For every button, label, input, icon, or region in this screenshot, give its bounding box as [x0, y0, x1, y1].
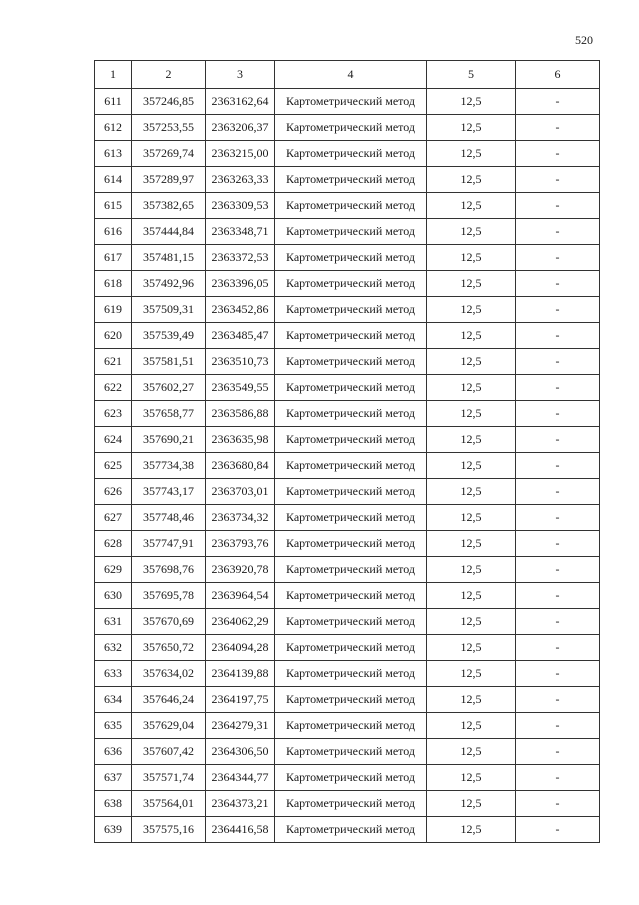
y-coordinate-cell: 2364344,77 — [206, 765, 275, 791]
x-coordinate-cell: 357695,78 — [132, 583, 206, 609]
point-number-cell: 637 — [95, 765, 132, 791]
y-coordinate-cell: 2363703,01 — [206, 479, 275, 505]
method-cell: Картометрический метод — [275, 323, 427, 349]
point-number-cell: 636 — [95, 739, 132, 765]
y-coordinate-cell: 2364197,75 — [206, 687, 275, 713]
accuracy-cell: 12,5 — [427, 141, 516, 167]
x-coordinate-cell: 357564,01 — [132, 791, 206, 817]
header-row — [95, 61, 600, 89]
accuracy-cell: 12,5 — [427, 271, 516, 297]
method-cell: Картометрический метод — [275, 401, 427, 427]
accuracy-cell: 12,5 — [427, 323, 516, 349]
page-number: 520 — [575, 33, 593, 47]
point-number-cell: 621 — [95, 349, 132, 375]
note-cell: - — [516, 765, 600, 791]
method-cell: Картометрический метод — [275, 349, 427, 375]
x-coordinate-cell: 357289,97 — [132, 167, 206, 193]
table-row — [95, 401, 600, 427]
x-coordinate-cell: 357690,21 — [132, 427, 206, 453]
point-number-cell: 619 — [95, 297, 132, 323]
point-number-cell: 611 — [95, 89, 132, 115]
header-cell-4: 4 — [275, 61, 427, 89]
point-number-cell: 632 — [95, 635, 132, 661]
method-cell: Картометрический метод — [275, 505, 427, 531]
note-cell: - — [516, 583, 600, 609]
point-number-cell: 630 — [95, 583, 132, 609]
note-cell: - — [516, 141, 600, 167]
note-cell: - — [516, 661, 600, 687]
x-coordinate-cell: 357646,24 — [132, 687, 206, 713]
method-cell: Картометрический метод — [275, 141, 427, 167]
accuracy-cell: 12,5 — [427, 765, 516, 791]
note-cell: - — [516, 453, 600, 479]
point-number-cell: 628 — [95, 531, 132, 557]
x-coordinate-cell: 357444,84 — [132, 219, 206, 245]
table-header — [95, 61, 600, 89]
table-row — [95, 167, 600, 193]
accuracy-cell: 12,5 — [427, 661, 516, 687]
point-number-cell: 625 — [95, 453, 132, 479]
point-number-cell: 639 — [95, 817, 132, 843]
point-number-cell: 622 — [95, 375, 132, 401]
table-body — [95, 89, 600, 843]
accuracy-cell: 12,5 — [427, 219, 516, 245]
x-coordinate-cell: 357581,51 — [132, 349, 206, 375]
note-cell: - — [516, 531, 600, 557]
note-cell: - — [516, 401, 600, 427]
accuracy-cell: 12,5 — [427, 609, 516, 635]
point-number-cell: 623 — [95, 401, 132, 427]
accuracy-cell: 12,5 — [427, 401, 516, 427]
y-coordinate-cell: 2363396,05 — [206, 271, 275, 297]
note-cell: - — [516, 219, 600, 245]
method-cell: Картометрический метод — [275, 635, 427, 661]
x-coordinate-cell: 357571,74 — [132, 765, 206, 791]
accuracy-cell: 12,5 — [427, 297, 516, 323]
accuracy-cell: 12,5 — [427, 713, 516, 739]
header-cell-1: 1 — [95, 61, 132, 89]
note-cell: - — [516, 817, 600, 843]
note-cell: - — [516, 687, 600, 713]
method-cell: Картометрический метод — [275, 661, 427, 687]
method-cell: Картометрический метод — [275, 687, 427, 713]
y-coordinate-cell: 2363263,33 — [206, 167, 275, 193]
method-cell: Картометрический метод — [275, 531, 427, 557]
y-coordinate-cell: 2363162,64 — [206, 89, 275, 115]
table-row — [95, 531, 600, 557]
point-number-cell: 613 — [95, 141, 132, 167]
x-coordinate-cell: 357602,27 — [132, 375, 206, 401]
table-row — [95, 661, 600, 687]
note-cell: - — [516, 323, 600, 349]
x-coordinate-cell: 357629,04 — [132, 713, 206, 739]
y-coordinate-cell: 2364279,31 — [206, 713, 275, 739]
x-coordinate-cell: 357650,72 — [132, 635, 206, 661]
x-coordinate-cell: 357607,42 — [132, 739, 206, 765]
table-row — [95, 323, 600, 349]
accuracy-cell: 12,5 — [427, 453, 516, 479]
y-coordinate-cell: 2364062,29 — [206, 609, 275, 635]
table-row — [95, 635, 600, 661]
table-row — [95, 817, 600, 843]
method-cell: Картометрический метод — [275, 297, 427, 323]
table-row — [95, 583, 600, 609]
header-cell-2: 2 — [132, 61, 206, 89]
method-cell: Картометрический метод — [275, 427, 427, 453]
method-cell: Картометрический метод — [275, 713, 427, 739]
point-number-cell: 618 — [95, 271, 132, 297]
point-number-cell: 616 — [95, 219, 132, 245]
point-number-cell: 617 — [95, 245, 132, 271]
accuracy-cell: 12,5 — [427, 505, 516, 531]
accuracy-cell: 12,5 — [427, 557, 516, 583]
x-coordinate-cell: 357747,91 — [132, 531, 206, 557]
method-cell: Картометрический метод — [275, 89, 427, 115]
table-row — [95, 427, 600, 453]
y-coordinate-cell: 2363215,00 — [206, 141, 275, 167]
coordinates-table — [94, 60, 600, 843]
y-coordinate-cell: 2363309,53 — [206, 193, 275, 219]
accuracy-cell: 12,5 — [427, 375, 516, 401]
y-coordinate-cell: 2364139,88 — [206, 661, 275, 687]
x-coordinate-cell: 357575,16 — [132, 817, 206, 843]
y-coordinate-cell: 2363372,53 — [206, 245, 275, 271]
accuracy-cell: 12,5 — [427, 739, 516, 765]
note-cell: - — [516, 349, 600, 375]
accuracy-cell: 12,5 — [427, 427, 516, 453]
table-row — [95, 739, 600, 765]
x-coordinate-cell: 357634,02 — [132, 661, 206, 687]
accuracy-cell: 12,5 — [427, 167, 516, 193]
table-row — [95, 375, 600, 401]
table-row — [95, 349, 600, 375]
point-number-cell: 612 — [95, 115, 132, 141]
table-row — [95, 713, 600, 739]
accuracy-cell: 12,5 — [427, 89, 516, 115]
method-cell: Картометрический метод — [275, 479, 427, 505]
note-cell: - — [516, 193, 600, 219]
point-number-cell: 615 — [95, 193, 132, 219]
y-coordinate-cell: 2363549,55 — [206, 375, 275, 401]
method-cell: Картометрический метод — [275, 791, 427, 817]
accuracy-cell: 12,5 — [427, 479, 516, 505]
accuracy-cell: 12,5 — [427, 817, 516, 843]
x-coordinate-cell: 357734,38 — [132, 453, 206, 479]
note-cell: - — [516, 427, 600, 453]
point-number-cell: 614 — [95, 167, 132, 193]
x-coordinate-cell: 357698,76 — [132, 557, 206, 583]
table-row — [95, 505, 600, 531]
method-cell: Картометрический метод — [275, 765, 427, 791]
x-coordinate-cell: 357743,17 — [132, 479, 206, 505]
note-cell: - — [516, 557, 600, 583]
accuracy-cell: 12,5 — [427, 635, 516, 661]
note-cell: - — [516, 297, 600, 323]
x-coordinate-cell: 357658,77 — [132, 401, 206, 427]
table-row — [95, 791, 600, 817]
table-row — [95, 479, 600, 505]
y-coordinate-cell: 2363586,88 — [206, 401, 275, 427]
x-coordinate-cell: 357246,85 — [132, 89, 206, 115]
accuracy-cell: 12,5 — [427, 245, 516, 271]
method-cell: Картометрический метод — [275, 167, 427, 193]
method-cell: Картометрический метод — [275, 609, 427, 635]
accuracy-cell: 12,5 — [427, 193, 516, 219]
method-cell: Картометрический метод — [275, 817, 427, 843]
note-cell: - — [516, 713, 600, 739]
method-cell: Картометрический метод — [275, 271, 427, 297]
table-row — [95, 219, 600, 245]
x-coordinate-cell: 357748,46 — [132, 505, 206, 531]
table-row — [95, 271, 600, 297]
table-row — [95, 141, 600, 167]
point-number-cell: 627 — [95, 505, 132, 531]
table-row — [95, 609, 600, 635]
y-coordinate-cell: 2363452,86 — [206, 297, 275, 323]
y-coordinate-cell: 2363485,47 — [206, 323, 275, 349]
point-number-cell: 633 — [95, 661, 132, 687]
table-row — [95, 89, 600, 115]
accuracy-cell: 12,5 — [427, 349, 516, 375]
point-number-cell: 638 — [95, 791, 132, 817]
header-cell-6: 6 — [516, 61, 600, 89]
y-coordinate-cell: 2364373,21 — [206, 791, 275, 817]
x-coordinate-cell: 357269,74 — [132, 141, 206, 167]
point-number-cell: 635 — [95, 713, 132, 739]
y-coordinate-cell: 2363206,37 — [206, 115, 275, 141]
x-coordinate-cell: 357253,55 — [132, 115, 206, 141]
note-cell: - — [516, 505, 600, 531]
accuracy-cell: 12,5 — [427, 687, 516, 713]
table-row — [95, 765, 600, 791]
point-number-cell: 620 — [95, 323, 132, 349]
table-row — [95, 297, 600, 323]
table-row — [95, 453, 600, 479]
y-coordinate-cell: 2363964,54 — [206, 583, 275, 609]
method-cell: Картометрический метод — [275, 115, 427, 141]
note-cell: - — [516, 115, 600, 141]
y-coordinate-cell: 2364094,28 — [206, 635, 275, 661]
note-cell: - — [516, 635, 600, 661]
x-coordinate-cell: 357481,15 — [132, 245, 206, 271]
y-coordinate-cell: 2363734,32 — [206, 505, 275, 531]
note-cell: - — [516, 739, 600, 765]
accuracy-cell: 12,5 — [427, 531, 516, 557]
method-cell: Картометрический метод — [275, 375, 427, 401]
y-coordinate-cell: 2363348,71 — [206, 219, 275, 245]
method-cell: Картометрический метод — [275, 557, 427, 583]
accuracy-cell: 12,5 — [427, 115, 516, 141]
note-cell: - — [516, 271, 600, 297]
y-coordinate-cell: 2363510,73 — [206, 349, 275, 375]
note-cell: - — [516, 89, 600, 115]
point-number-cell: 624 — [95, 427, 132, 453]
accuracy-cell: 12,5 — [427, 583, 516, 609]
x-coordinate-cell: 357670,69 — [132, 609, 206, 635]
note-cell: - — [516, 479, 600, 505]
note-cell: - — [516, 167, 600, 193]
table-row — [95, 687, 600, 713]
header-cell-5: 5 — [427, 61, 516, 89]
y-coordinate-cell: 2363635,98 — [206, 427, 275, 453]
point-number-cell: 634 — [95, 687, 132, 713]
note-cell: - — [516, 245, 600, 271]
method-cell: Картометрический метод — [275, 739, 427, 765]
y-coordinate-cell: 2364306,50 — [206, 739, 275, 765]
x-coordinate-cell: 357539,49 — [132, 323, 206, 349]
table-row — [95, 193, 600, 219]
method-cell: Картометрический метод — [275, 453, 427, 479]
x-coordinate-cell: 357509,31 — [132, 297, 206, 323]
header-cell-3: 3 — [206, 61, 275, 89]
table-row — [95, 245, 600, 271]
x-coordinate-cell: 357492,96 — [132, 271, 206, 297]
x-coordinate-cell: 357382,65 — [132, 193, 206, 219]
note-cell: - — [516, 375, 600, 401]
point-number-cell: 629 — [95, 557, 132, 583]
y-coordinate-cell: 2363680,84 — [206, 453, 275, 479]
method-cell: Картометрический метод — [275, 245, 427, 271]
y-coordinate-cell: 2363793,76 — [206, 531, 275, 557]
method-cell: Картометрический метод — [275, 583, 427, 609]
note-cell: - — [516, 609, 600, 635]
point-number-cell: 631 — [95, 609, 132, 635]
point-number-cell: 626 — [95, 479, 132, 505]
accuracy-cell: 12,5 — [427, 791, 516, 817]
y-coordinate-cell: 2363920,78 — [206, 557, 275, 583]
y-coordinate-cell: 2364416,58 — [206, 817, 275, 843]
method-cell: Картометрический метод — [275, 193, 427, 219]
table-row — [95, 115, 600, 141]
table-row — [95, 557, 600, 583]
note-cell: - — [516, 791, 600, 817]
method-cell: Картометрический метод — [275, 219, 427, 245]
